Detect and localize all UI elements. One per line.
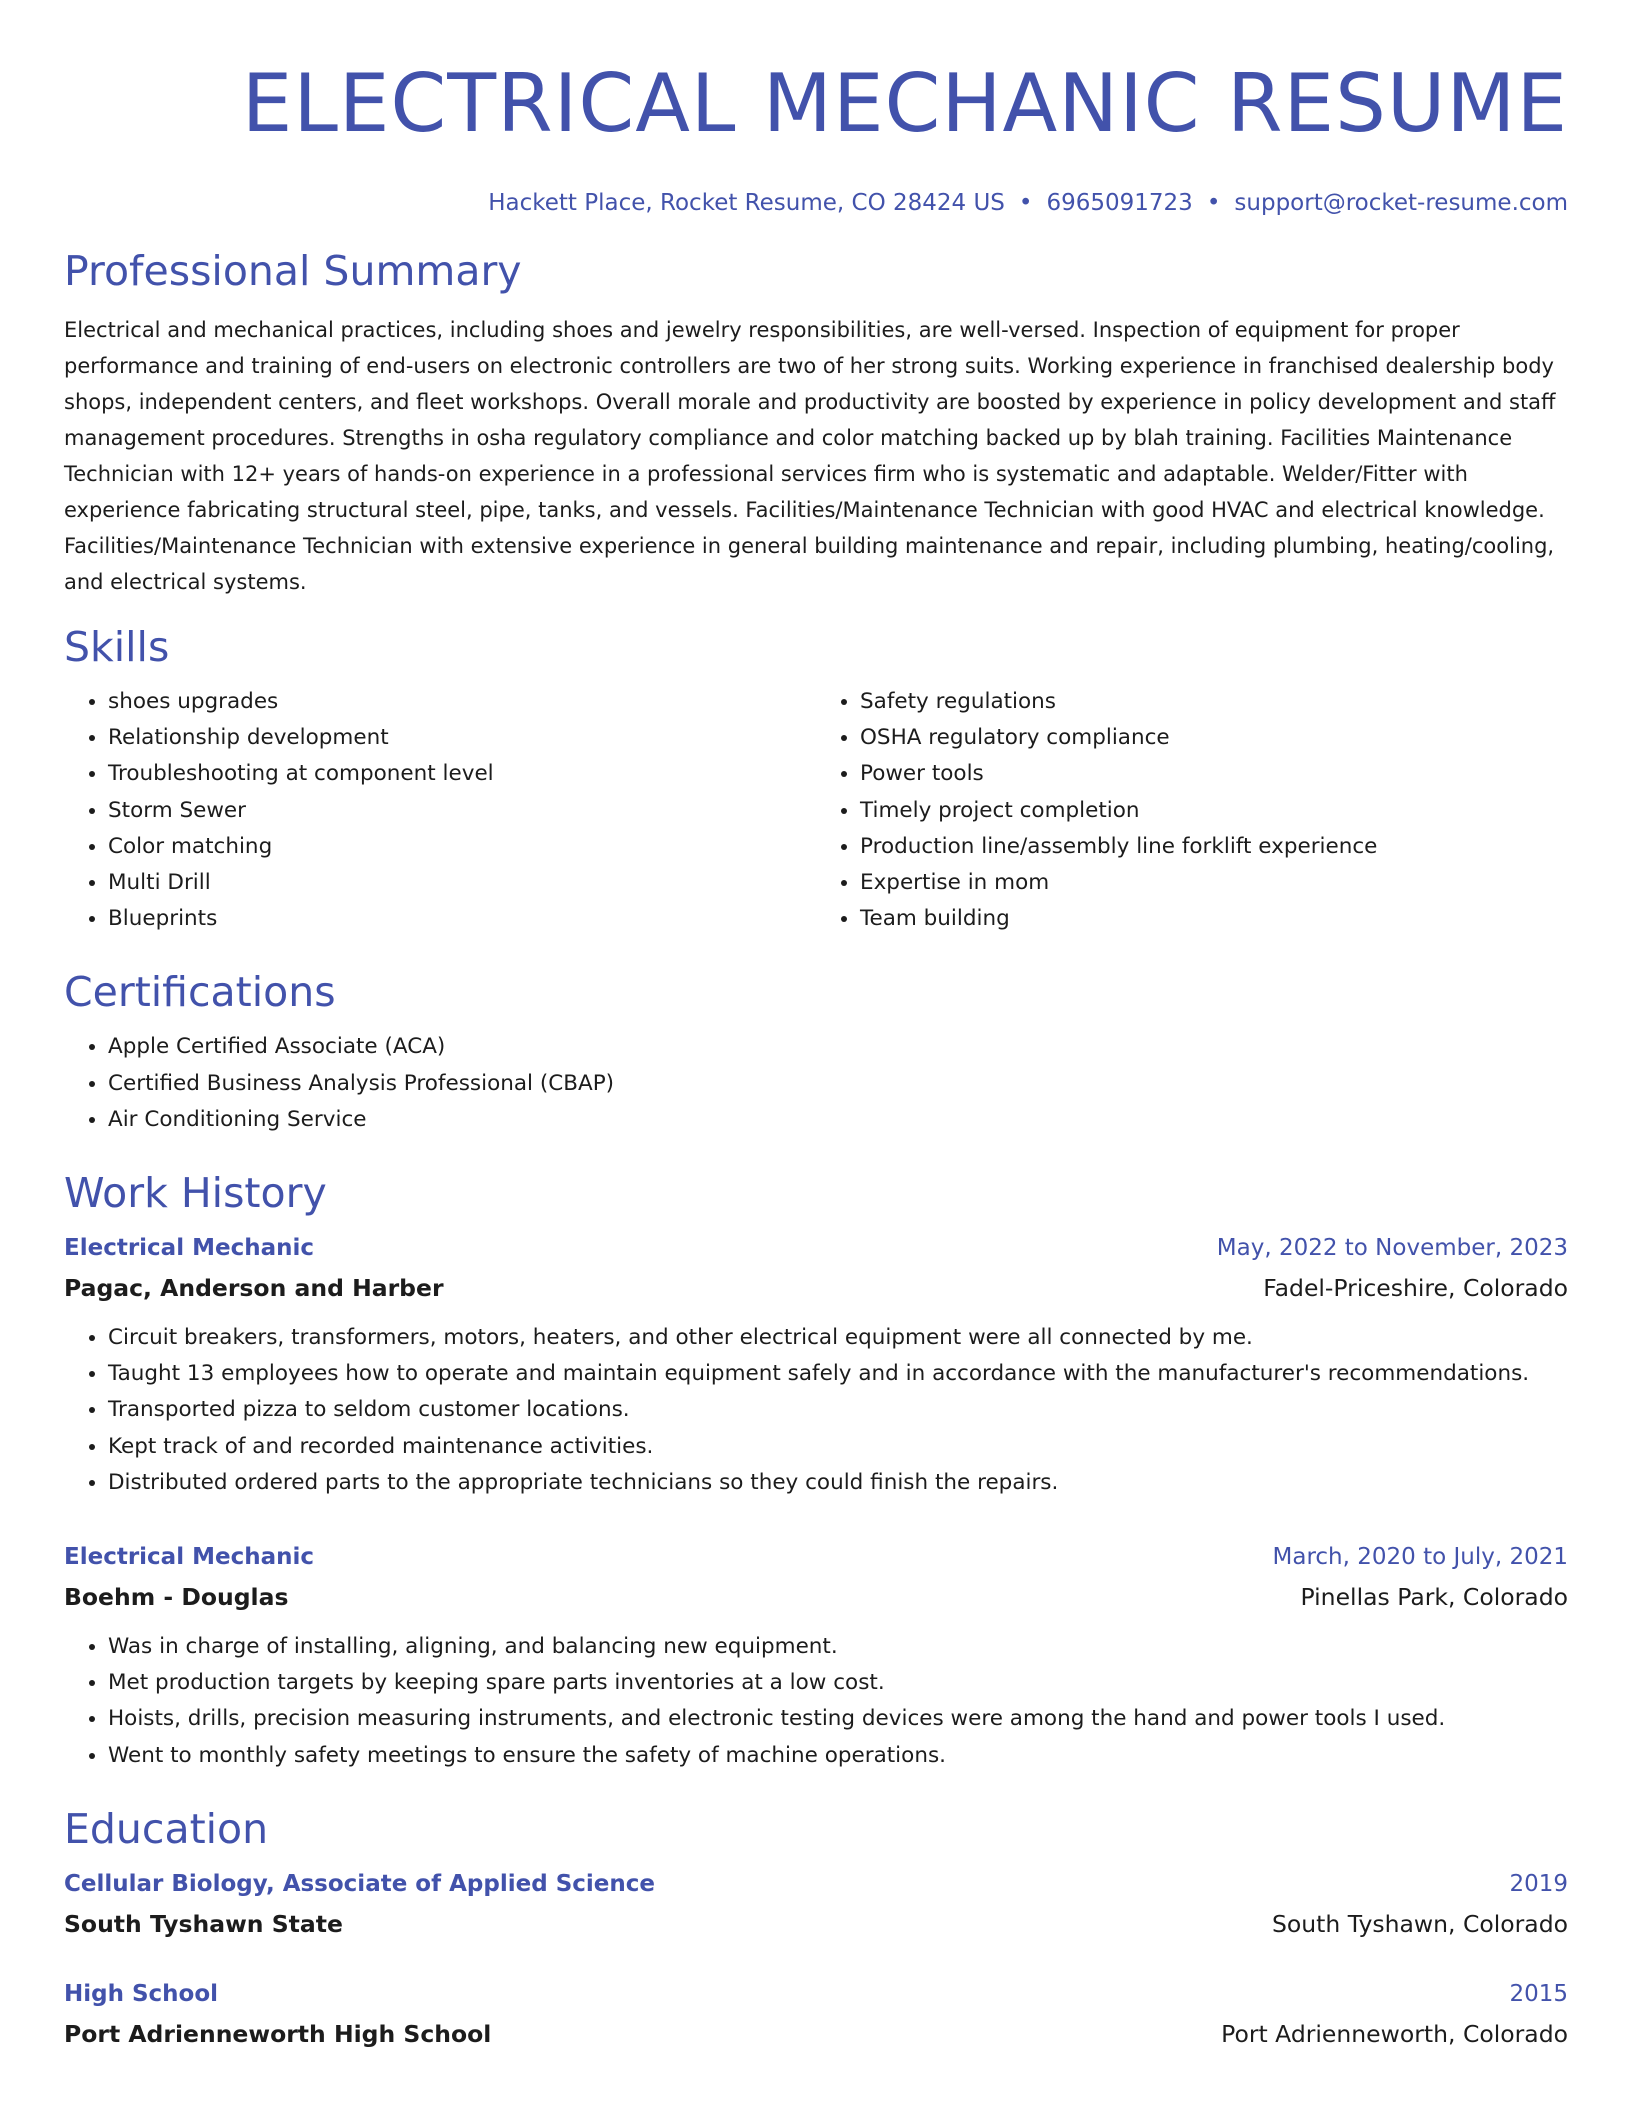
contact-email[interactable]: support@rocket-resume.com [1234, 190, 1568, 216]
job-entry [64, 1537, 1568, 1774]
job-duty: • Taught 13 employees how to operate and maintain equipment safely and in accordance with the manufacturer's recommendations. [108, 1356, 1568, 1392]
education-year: 2015 [1509, 1980, 1568, 2007]
skill-item: • Multi Drill [108, 865, 816, 901]
skills-section [64, 622, 1568, 937]
certification-item: • Air Conditioning Service [108, 1102, 1568, 1138]
job-duty: • Kept track of and recorded maintenance activities. [108, 1429, 1568, 1465]
job-dates: March, 2020 to July, 2021 [1272, 1544, 1568, 1571]
job-header [64, 1228, 1568, 1268]
resume-title: ELECTRICAL MECHANIC RESUME [241, 57, 1568, 150]
skill-item: • Troubleshooting at component level [108, 756, 816, 792]
summary-text: Electrical and mechanical practices, including shoes and jewelry responsibilities, are well-versed. Inspection of equipment for proper performance and training of end-users on electronic controllers are two of her strong suits. Working experience in franchised dealership body shops, independent centers, and fleet workshops. Overall morale and productivity are boosted by experience in policy development and staff management procedures. Strengths in osha regulatory compliance and color matching backed up by blah training. Facilities Maintenance Technician with 12+ years of hands-on experience in a professional services firm who is systematic and adaptable. Welder/Fitter with experience fabricating structural steel, pipe, tanks, and vessels. Facilities/Maintenance Technician with good HVAC and electrical knowledge. Facilities/Maintenance Technician with extensive experience in general building maintenance and repair, including plumbing, heating/cooling, and electrical systems. [64, 318, 1556, 594]
education-degree: Cellular Biology, Associate of Applied Science [64, 1870, 655, 1897]
job-company: Pagac, Anderson and Harber [64, 1274, 444, 1303]
job-title: Electrical Mechanic [64, 1235, 315, 1262]
skill-item: • Production line/assembly line forklift experience [860, 829, 1568, 865]
summary-heading: Professional Summary [64, 247, 522, 295]
job-location: Fadel-Priceshire, Colorado [1263, 1274, 1568, 1303]
work-history-section [64, 1168, 1568, 1774]
skill-item: • shoes upgrades [108, 684, 816, 720]
certifications-section [64, 967, 1568, 1138]
job-entry [64, 1228, 1568, 1501]
contact-address: Hackett Place, Rocket Resume, CO 28424 US [488, 190, 1005, 216]
summary-section [64, 246, 1568, 600]
education-header [64, 1864, 1568, 1904]
skill-item: • Blueprints [108, 901, 816, 937]
education-degree: High School [64, 1980, 219, 2007]
skills-columns [64, 684, 1568, 937]
contact-separator: • [1206, 190, 1221, 216]
certifications-list [64, 1029, 1568, 1138]
education-section [64, 1804, 1568, 2054]
job-duty: • Distributed ordered parts to the appropriate technicians so they could finish the repairs. [108, 1465, 1568, 1501]
skill-item: • Storm Sewer [108, 793, 816, 829]
education-subheader [64, 1904, 1568, 1944]
education-location: Port Adrienneworth, Colorado [1221, 2019, 1568, 2048]
job-dates: May, 2022 to November, 2023 [1216, 1235, 1568, 1262]
job-title: Electrical Mechanic [64, 1544, 315, 1571]
education-entry [64, 1864, 1568, 1944]
skill-item: • Team building [860, 901, 1568, 937]
skill-item: • Relationship development [108, 720, 816, 756]
education-subheader [64, 2014, 1568, 2054]
job-duty: • Transported pizza to seldom customer locations. [108, 1392, 1568, 1428]
skill-item: • Safety regulations [860, 684, 1568, 720]
certification-item: • Certified Business Analysis Professional (CBAP) [108, 1066, 1568, 1102]
job-duty: • Was in charge of installing, aligning, and balancing new equipment. [108, 1629, 1568, 1665]
job-company: Boehm - Douglas [64, 1583, 289, 1612]
job-subheader [64, 1577, 1568, 1617]
skill-item: • Timely project completion [860, 793, 1568, 829]
skill-item: • OSHA regulatory compliance [860, 720, 1568, 756]
skills-heading: Skills [64, 623, 170, 671]
job-duty: • Met production targets by keeping spare parts inventories at a low cost. [108, 1665, 1568, 1701]
skill-item: • Color matching [108, 829, 816, 865]
certifications-heading: Certifications [64, 968, 336, 1017]
job-duty: • Circuit breakers, transformers, motors, heaters, and other electrical equipment were all connected by me. [108, 1320, 1568, 1356]
job-location: Pinellas Park, Colorado [1300, 1583, 1568, 1612]
job-duties-list [64, 1320, 1568, 1501]
resume-page [64, 0, 1568, 2054]
job-duties-list [64, 1629, 1568, 1774]
education-header [64, 1974, 1568, 2014]
education-year: 2019 [1509, 1870, 1568, 1897]
contact-phone: 6965091723 [1046, 190, 1193, 216]
contact-separator: • [1018, 190, 1033, 216]
job-duty: • Hoists, drills, precision measuring instruments, and electronic testing devices were among the hand and power tools I used. [108, 1701, 1568, 1737]
skills-list-left [64, 684, 816, 937]
skill-item: • Power tools [860, 756, 1568, 792]
job-duty: • Went to monthly safety meetings to ensure the safety of machine operations. [108, 1738, 1568, 1774]
skills-list-right [816, 684, 1568, 937]
education-entry [64, 1974, 1568, 2054]
education-heading: Education [64, 1804, 269, 1853]
education-school: Port Adrienneworth High School [64, 2019, 492, 2048]
job-subheader [64, 1268, 1568, 1308]
skill-item: • Expertise in mom [860, 865, 1568, 901]
job-header [64, 1537, 1568, 1577]
certification-item: • Apple Certified Associate (ACA) [108, 1029, 1568, 1065]
education-location: South Tyshawn, Colorado [1271, 1909, 1568, 1938]
education-school: South Tyshawn State [64, 1909, 343, 1938]
work-history-heading: Work History [64, 1169, 327, 1218]
contact-line [64, 188, 1568, 218]
